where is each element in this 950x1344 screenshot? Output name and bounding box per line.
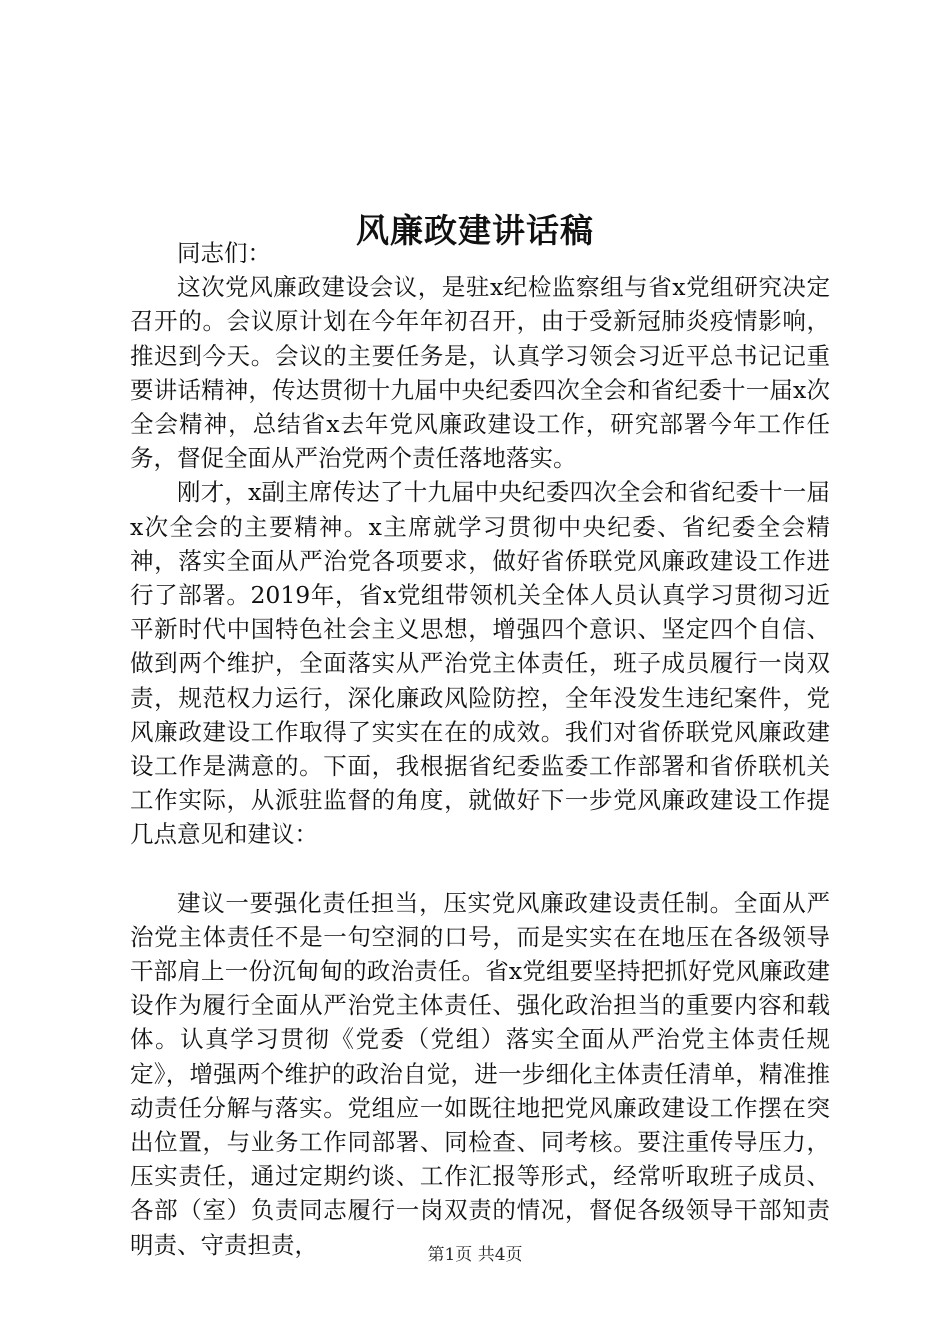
salutation: 同志们： xyxy=(177,239,271,267)
page-footer: 第1页 共4页 xyxy=(427,1245,523,1265)
paragraph-1: 这次党风廉政建设会议，是驻x纪检监察组与省x党组研究决定召开的。会议原计划在今年年初召开，由于受新冠肺炎疫情影响，推迟到今天。会议的主要任务是，认真学习领会习近平总书记记重要讲话精神，传达贯彻十九届中央纪委四次全会和省纪委十一届x次全会精神，总结省x去年党风廉政建设工作，研究部署今年工作任务，督促全面从严治党两个责任落地落实。 xyxy=(130,273,830,473)
paragraph-2: 刚才，x副主席传达了十九届中央纪委四次全会和省纪委十一届x次全会的主要精神。x主席就学习贯彻中央纪委、省纪委全会精神，落实全面从严治党各项要求，做好省侨联党风廉政建设工作进行了部署。2019年，省x党组带领机关全体人员认真学习贯彻习近平新时代中国特色社会主义思想，增强四个意识、坚定四个自信、做到两个维护，全面落实从严治党主体责任，班子成员履行一岗双责，规范权力运行，深化廉政风险防控，全年没发生违纪案件，党风廉政建设工作取得了实实在在的成效。我们对省侨联党风廉政建设工作是满意的。下面，我根据省纪委监委工作部署和省侨联机关工作实际，从派驻监督的角度，就做好下一步党风廉政建设工作提几点意见和建议： xyxy=(130,478,830,849)
paragraph-3: 建议一要强化责任担当，压实党风廉政建设责任制。全面从严治党主体责任不是一句空洞的口号，而是实实在在地压在各级领导干部肩上一份沉甸甸的政治责任。省x党组要坚持把抓好党风廉政建设作为履行全面从严治党主体责任、强化政治担当的重要内容和载体。认真学习贯彻《党委（党组）落实全面从严治党主体责任规定》，增强两个维护的政治自觉，进一步细化主体责任清单，精准推动责任分解与落实。党组应一如既往地把党风廉政建设工作摆在突出位置，与业务工作同部署、同检查、同考核。要注重传导压力，压实责任，通过定期约谈、工作汇报等形式，经常听取班子成员、各部（室）负责同志履行一岗双责的情况，督促各级领导干部知责明责、守责担责， xyxy=(130,888,830,1259)
document-title: 风廉政建讲话稿 xyxy=(356,211,594,251)
document-body xyxy=(130,236,830,1262)
